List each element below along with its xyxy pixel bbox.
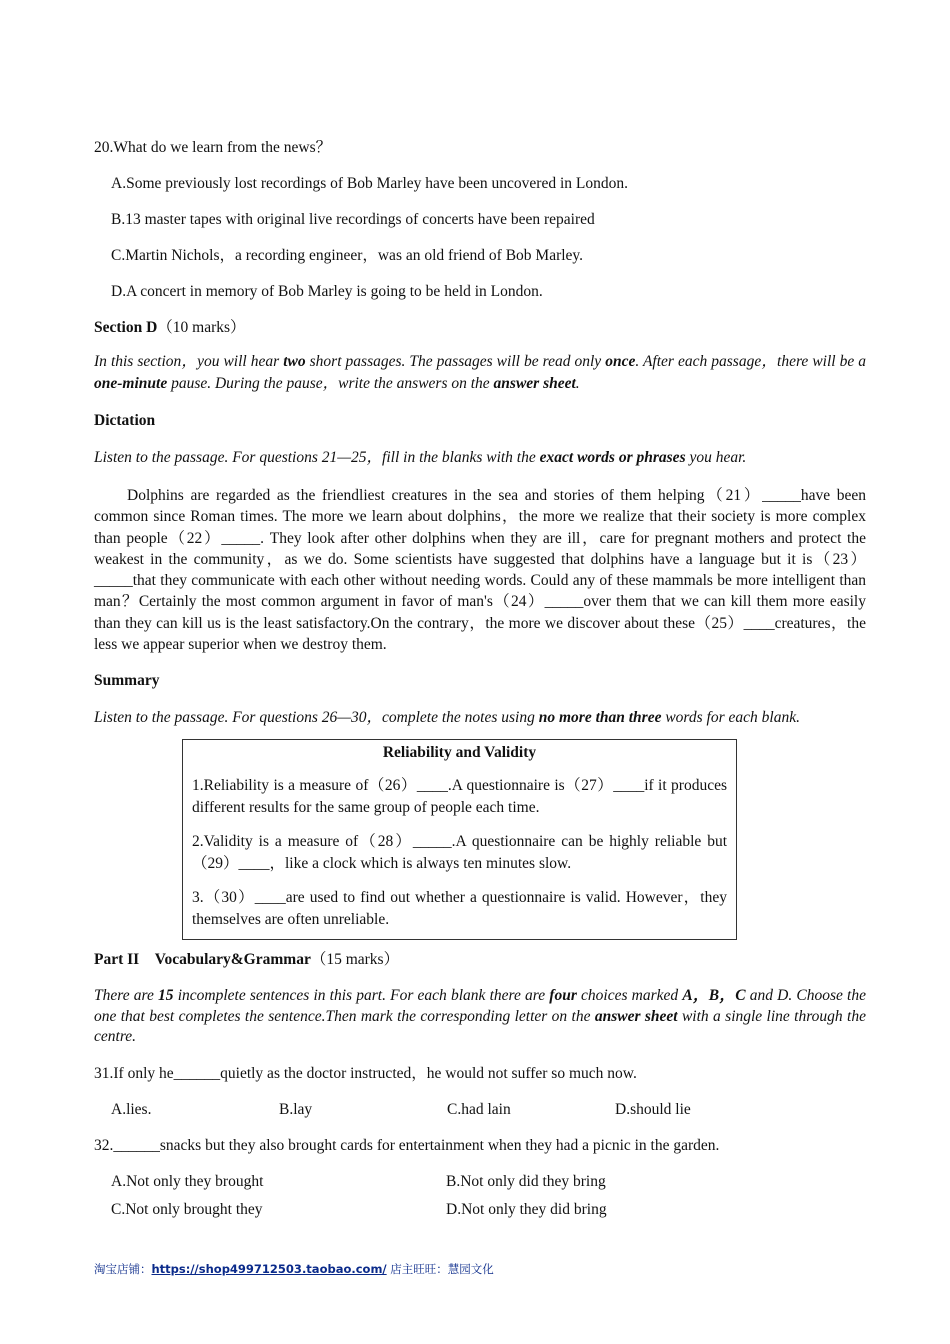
part-2-marks: （15 marks） <box>310 951 400 969</box>
exam-page <box>94 138 866 1220</box>
summary-note-2: 2.Validity is a measure of（28）_____.A questionnaire can be highly reliable but（29）____，like a clock which is always ten minutes slow. <box>192 833 727 873</box>
summary-instructions: Listen to the passage. For questions 26—30，complete the notes using no more than three words for each blank. <box>94 709 800 727</box>
page-footer <box>94 1261 494 1277</box>
footer-owner: 店主旺旺：慧园文化 <box>386 1262 494 1276</box>
question-20-option-b: B.13 master tapes with original live recordings of concerts have been repaired <box>111 211 595 228</box>
question-20-option-c: C.Martin Nichols，a recording engineer，was an old friend of Bob Marley. <box>111 247 584 264</box>
question-32-option-b: B.Not only did they bring <box>446 1172 606 1190</box>
question-31-option-c: C.had lain <box>447 1100 511 1118</box>
dictation-passage: Dolphins are regarded as the friendliest creatures in the sea and stories of them helping（21）_____have been common since Roman times. The more we learn about dolphins，the more we realize that their society is more complex than people（22）_____. They look after other dolphins when they are ill，care for pregnant mothers and protect the weakest in the community，as we do. Some scientists have suggested that dolphins have a language but it is（23）_____that they communicate with each other without needing words. Could any of these mammals be more intelligent than man？Certainly the most common argument in favor of man's（24）_____over them that we can kill them more easily than they can kill us is the least satisfactory.On the contrary，the more we discover about these（25）____creatures，the less we appear superior when we destroy them. <box>94 487 866 654</box>
question-32-options-row-2 <box>94 1200 866 1220</box>
question-32-option-a: A.Not only they brought <box>111 1172 264 1190</box>
summary-heading: Summary <box>94 672 160 690</box>
question-32-stem: 32.______snacks but they also brought cards for entertainment when they had a picnic in the garden. <box>94 1136 720 1154</box>
summary-box-title: Reliability and Validity <box>382 744 537 762</box>
question-20-option-d: D.A concert in memory of Bob Marley is going to be held in London. <box>111 283 543 300</box>
footer-shop-label: 淘宝店铺： <box>94 1262 152 1276</box>
section-d-title: Section D <box>94 319 158 336</box>
summary-note-3: 3.（30）____are used to find out whether a questionnaire is valid. However，they themselves are often unreliable. <box>192 889 727 929</box>
summary-note-1: 1.Reliability is a measure of（26）____.A questionnaire is（27）____if it produces different results for the same group of people each time. <box>192 777 727 817</box>
question-32-option-d: D.Not only they did bring <box>446 1200 607 1218</box>
question-31-option-a: A.lies. <box>111 1100 152 1118</box>
footer-shop-link[interactable]: https://shop499712503.taobao.com/ <box>151 1262 387 1276</box>
question-31-options <box>94 1100 866 1120</box>
question-32-option-c: C.Not only brought they <box>111 1200 263 1218</box>
section-d-marks: （10 marks） <box>157 319 246 336</box>
dictation-heading: Dictation <box>94 412 156 429</box>
dictation-instructions: Listen to the passage. For questions 21—25，fill in the blanks with the exact words or phrases you hear. <box>94 449 747 466</box>
question-31-option-b: B.lay <box>279 1100 313 1118</box>
question-31-stem: 31.If only he______quietly as the doctor instructed，he would not suffer so much now. <box>94 1064 637 1082</box>
part-2-instructions: There are 15 incomplete sentences in this part. For each blank there are four choices marked A，B，C and D. Choose the one that best completes the sentence.Then mark the corresponding letter on the answer sheet with a single line through the centre. <box>94 987 866 1046</box>
section-d-heading <box>94 318 866 338</box>
question-31-option-d: D.should lie <box>615 1100 691 1118</box>
part-2-heading <box>94 950 866 970</box>
part-2-title: Part II Vocabulary&Grammar <box>94 951 311 969</box>
section-d-instructions: In this section，you will hear two short passages. The passages will be read only once. After each passage，there will be a one-minute pause. During the pause，write the answers on the answer sheet. <box>94 353 867 392</box>
question-20-option-a: A.Some previously lost recordings of Bob Marley have been uncovered in London. <box>111 175 628 192</box>
summary-notes-box <box>182 739 737 940</box>
question-32-options-row-1 <box>94 1172 866 1192</box>
question-20-stem: 20.What do we learn from the news？ <box>94 139 332 156</box>
